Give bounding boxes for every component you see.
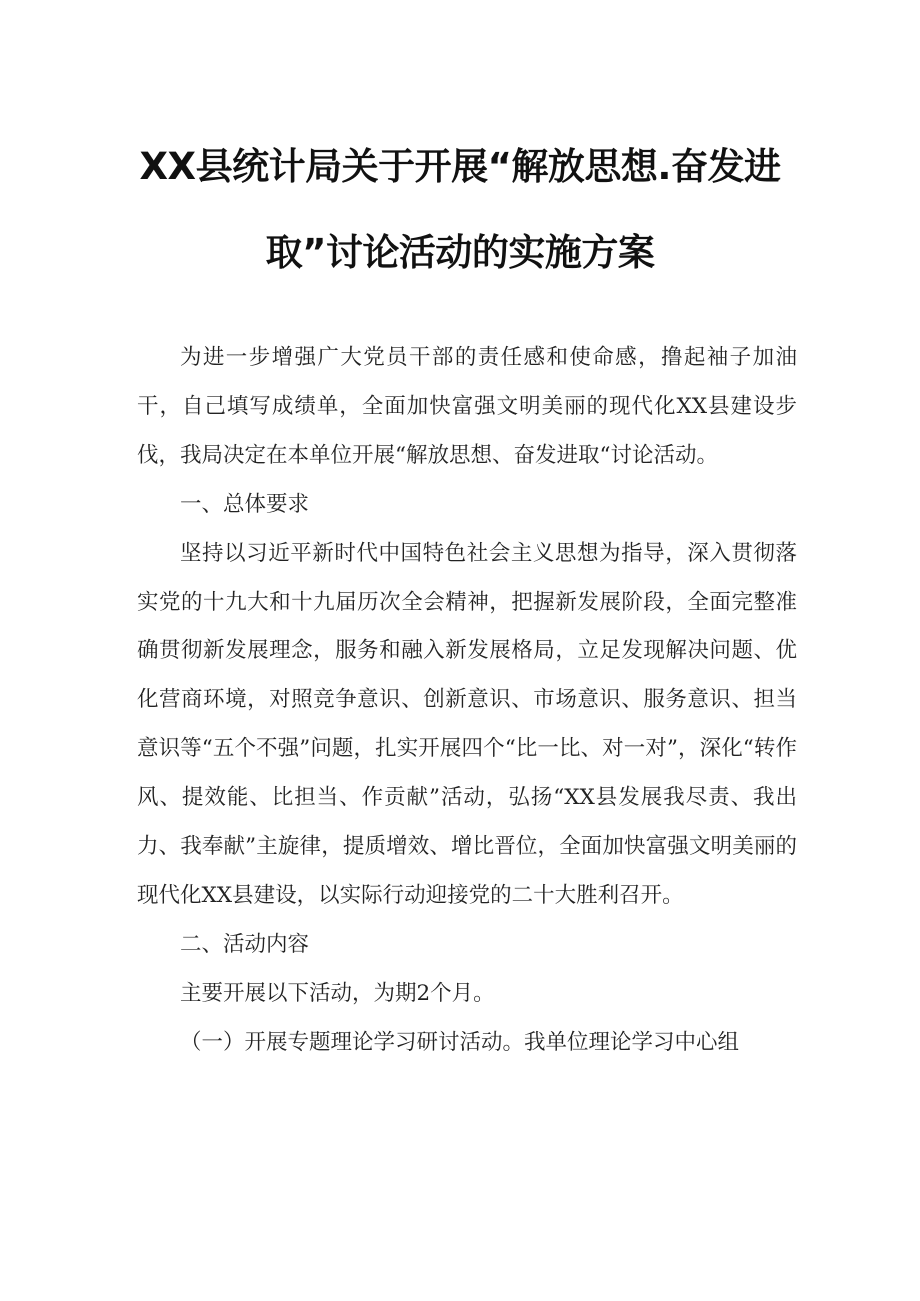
paragraph-activity-duration: 主要开展以下活动，为期2个月。 — [180, 980, 495, 1006]
document-title-line-2: 取”讨论活动的实施方案 — [265, 231, 655, 274]
paragraph-intro: 为进一步增强广大党员干部的责任感和使命感，撸起袖子加油干，自己填写成绩单，全面加快富强文明美丽的现代化XX县建设步伐，我局决定在本单位开展“解放思想、奋发进取“讨论活动。 — [137, 345, 797, 468]
paragraph-general-requirements: 坚持以习近平新时代中国特色社会主义思想为指导，深入贯彻落实党的十九大和十九届历次全会精神，把握新发展阶段，全面完整准确贯彻新发展理念，服务和融入新发展格局，立足发现解决问题、优化营商环境，对照竞争意识、创新意识、市场意识、服务意识、担当意识等“五个不强”问题，扎实开展四个“比一比、对一对”，深化“转作风、提效能、比担当、作贡献”活动，弘扬“XX县发展我尽责、我出力、我奉献”主旋律，提质增效、增比晋位，全面加快富强文明美丽的现代化XX县建设，以实际行动迎接党的二十大胜利召开。 — [137, 540, 797, 908]
section-heading-general-requirements: 一、总体要求 — [180, 491, 310, 517]
section-heading-activity-content: 二、活动内容 — [180, 931, 310, 957]
document-body — [137, 334, 797, 1068]
document-title-line-1: XX县统计局关于开展“解放思想.奋发进 — [139, 145, 781, 188]
paragraph-theory-study: （一）开展专题理论学习研讨活动。我单位理论学习中心组 — [180, 1029, 740, 1055]
